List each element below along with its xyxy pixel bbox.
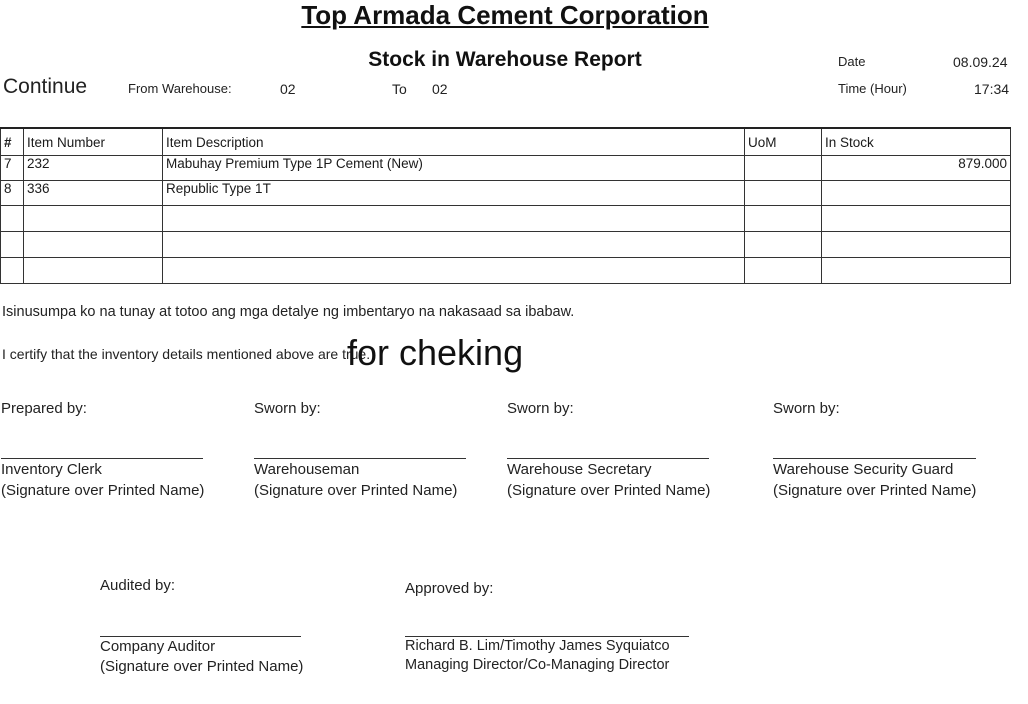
signature-note: (Signature over Printed Name) <box>773 482 977 499</box>
to-value: 02 <box>432 81 448 97</box>
signature-note: (Signature over Printed Name) <box>1 482 205 499</box>
from-warehouse-label: From Warehouse: <box>128 81 232 96</box>
item-description: Republic Type 1T <box>163 181 745 206</box>
table-row-empty <box>1 258 1011 284</box>
statement-tagalog: Isinusumpa ko na tunay at totoo ang mga detalye ng imbentaryo na nakasaad sa ibabaw. <box>2 304 575 320</box>
statement-english: I certify that the inventory details mentioned above are true. <box>2 346 371 362</box>
signature-line <box>405 636 689 637</box>
time-value: 17:34 <box>974 81 1010 97</box>
date-value: 08.09.24 <box>953 54 1008 70</box>
signature-note: (Signature over Printed Name) <box>254 482 458 499</box>
signature-note: (Signature over Printed Name) <box>507 482 711 499</box>
row-number: 7 <box>1 156 24 181</box>
table-row <box>1 156 1011 181</box>
prepared-by-label: Prepared by: <box>1 400 87 417</box>
approver-title: Managing Director/Co-Managing Director <box>405 657 670 673</box>
warehouse-security-guard-role: Warehouse Security Guard <box>773 461 954 478</box>
time-label: Time (Hour) <box>838 81 907 96</box>
date-label: Date <box>838 54 866 69</box>
column-header-item-number: Item Number <box>24 128 163 156</box>
signature-line <box>773 458 976 459</box>
item-number: 232 <box>24 156 163 181</box>
signature-line <box>100 636 301 637</box>
approver-name: Richard B. Lim/Timothy James Syquiatco <box>405 638 670 654</box>
warehouseman-role: Warehouseman <box>254 461 360 478</box>
item-in-stock: 879.000 <box>822 156 1011 181</box>
audited-by-label: Audited by: <box>100 577 176 594</box>
signature-line <box>507 458 709 459</box>
table-row <box>1 181 1011 206</box>
sworn-by-label: Sworn by: <box>254 400 321 417</box>
column-header-item-description: Item Description <box>163 128 745 156</box>
item-uom <box>745 156 822 181</box>
overlay-annotation: for cheking <box>347 332 524 373</box>
company-name: Top Armada Cement Corporation <box>301 0 709 30</box>
column-header-uom: UoM <box>745 128 822 156</box>
table-row-empty <box>1 232 1011 258</box>
stock-table <box>0 127 1011 284</box>
signature-line <box>1 458 203 459</box>
approved-by-label: Approved by: <box>405 580 494 597</box>
table-row-empty <box>1 206 1011 232</box>
column-header-in-stock: In Stock <box>822 128 1011 156</box>
item-in-stock <box>822 181 1011 206</box>
table-header-row <box>1 128 1011 156</box>
row-number: 8 <box>1 181 24 206</box>
item-uom <box>745 181 822 206</box>
signature-note: (Signature over Printed Name) <box>100 658 304 675</box>
company-auditor-role: Company Auditor <box>100 638 216 655</box>
from-warehouse-value: 02 <box>280 81 296 97</box>
inventory-clerk-role: Inventory Clerk <box>1 461 102 478</box>
report-title: Stock in Warehouse Report <box>368 48 642 71</box>
sworn-by-label: Sworn by: <box>773 400 840 417</box>
item-number: 336 <box>24 181 163 206</box>
continue-label: Continue <box>3 75 88 98</box>
to-label: To <box>392 81 407 97</box>
item-description: Mabuhay Premium Type 1P Cement (New) <box>163 156 745 181</box>
signature-line <box>254 458 466 459</box>
sworn-by-label: Sworn by: <box>507 400 574 417</box>
column-header-no: # <box>1 128 24 156</box>
warehouse-secretary-role: Warehouse Secretary <box>507 461 652 478</box>
